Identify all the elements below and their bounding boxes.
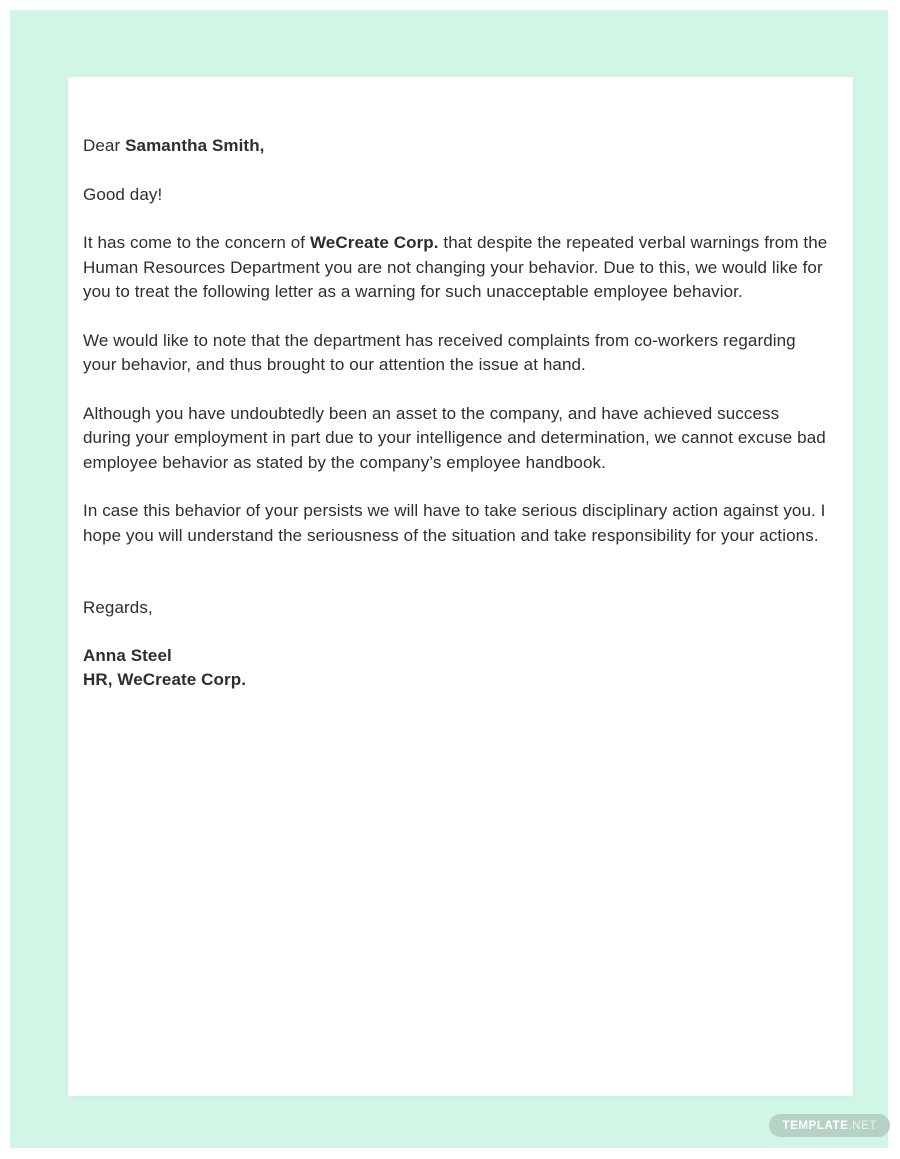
paragraph-4 <box>83 499 831 548</box>
company-name: WeCreate Corp. <box>309 233 439 252</box>
template-net-watermark-badge <box>769 1114 890 1137</box>
letter-page <box>68 77 853 1096</box>
paragraph-2-text: We would like to note that the department has received complaints from co-workers regarding your behavior, and thus brought to our attention the issue at hand. <box>83 330 796 374</box>
paragraph-1-text: It has come to the concern of <box>83 233 310 252</box>
watermark-brand-text: TEMPLATE <box>782 1119 849 1132</box>
signature-name: Anna Steel <box>83 645 172 665</box>
paragraph-3-text: Although you have undoubtedly been an asset to the company, and have achieved success during your employment in part due to your intelligence and determination, we cannot excuse bad employee behavior as stated by the company’s employee handbook. <box>83 403 826 472</box>
paragraph-4-text: In case this behavior of your persists we will have to take serious disciplinary action against you. I hope you will understand the seriousness of the situation and take responsibility for your actions. <box>83 501 826 545</box>
paragraph-3 <box>83 402 831 476</box>
salutation-prefix: Dear <box>83 136 126 155</box>
closing: Regards, <box>83 598 153 617</box>
mint-mat-frame <box>10 10 888 1148</box>
signature-title: HR, WeCreate Corp. <box>83 670 247 689</box>
letter-body <box>83 134 831 693</box>
paragraph-1 <box>83 231 831 305</box>
greeting: Good day! <box>83 184 163 204</box>
paragraph-1-text-cont: that despite the repeated verbal warnings from the Human Resources Department you are not changing your behavior. Due to this, we would like for you to treat the following letter as a warning for such unacceptable employee behavior. <box>83 233 828 301</box>
recipient-name: Samantha Smith, <box>125 136 265 155</box>
salutation <box>83 134 831 159</box>
paragraph-2 <box>83 329 831 378</box>
watermark-suffix-text: .NET <box>848 1119 877 1132</box>
